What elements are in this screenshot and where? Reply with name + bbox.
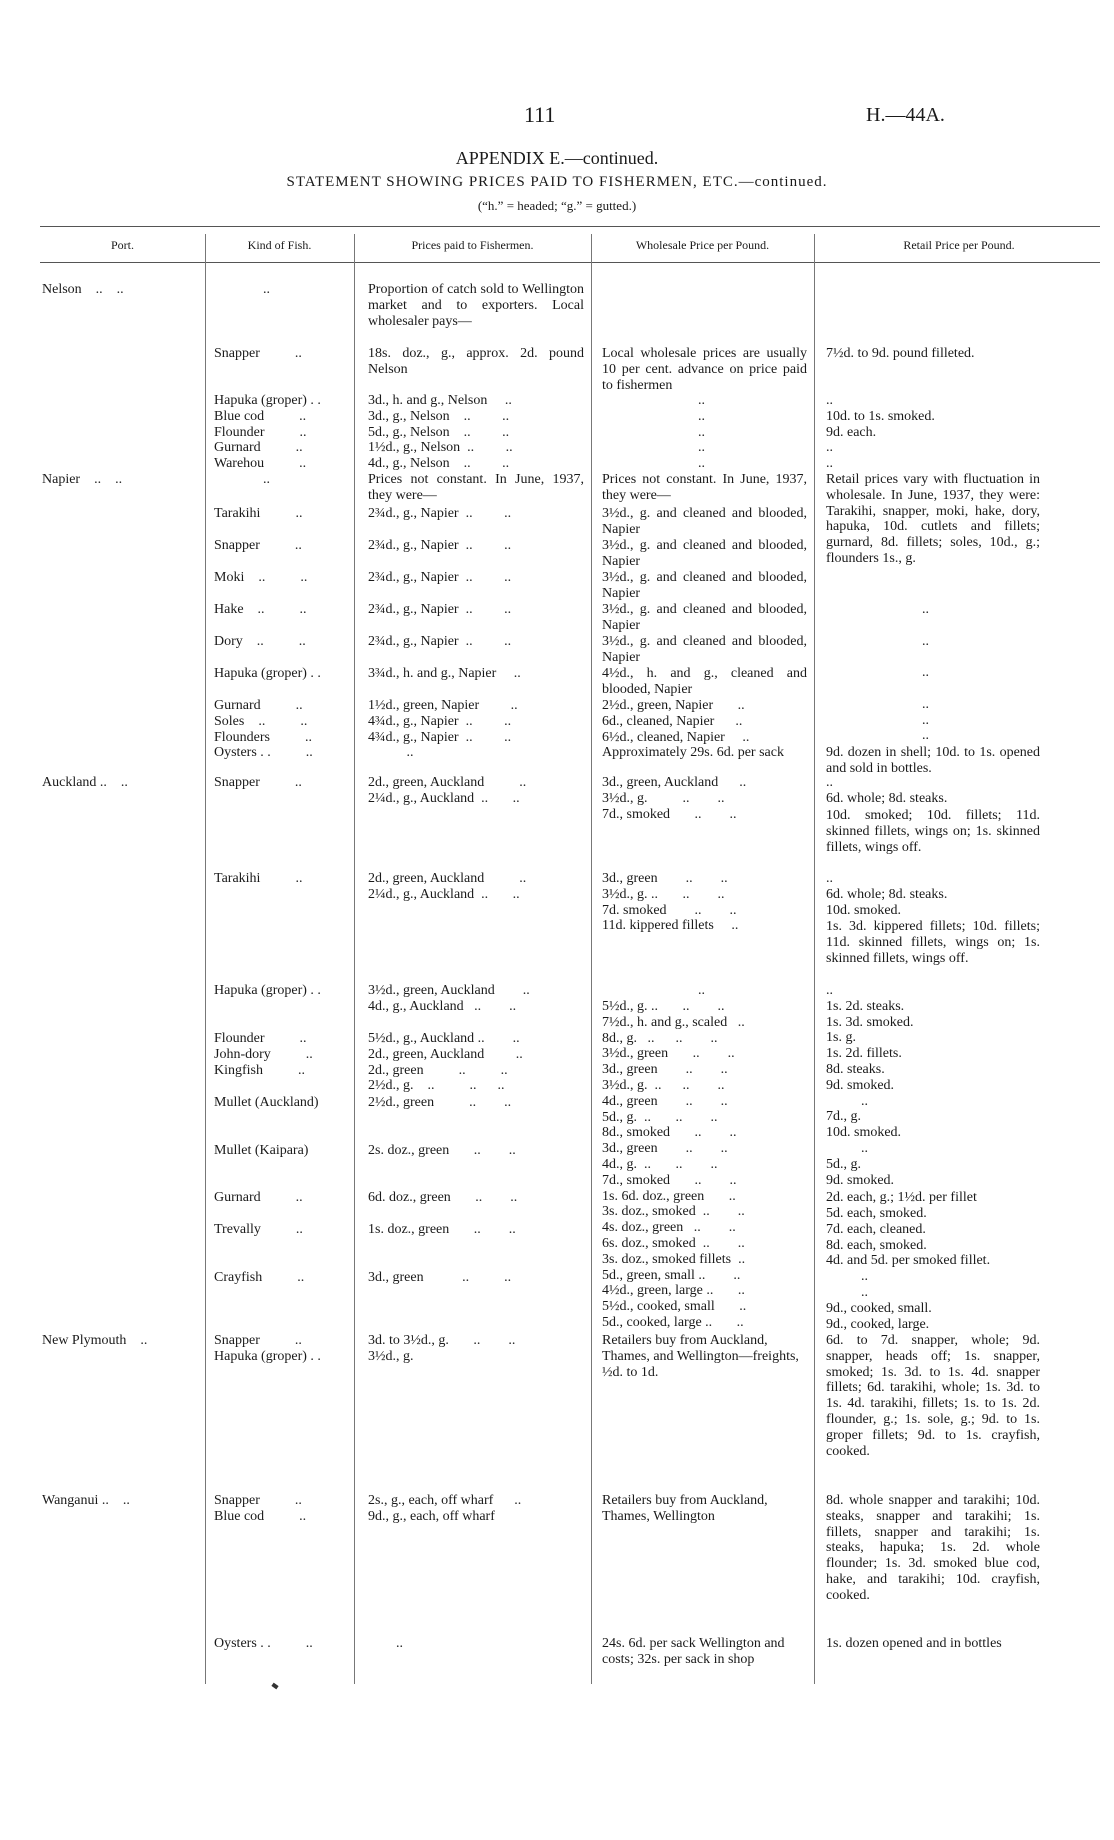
fish-cell: Gurnard .. Soles .. .. Flounders .. Oysters . . .. [214,698,313,761]
column-divider [591,234,592,1684]
appendix-title: APPENDIX E.—continued. [455,148,659,168]
fishermen-price-cell: 6d. doz., green .. .. [368,1190,518,1205]
fishermen-price-cell: 2½d., green .. .. [368,1095,512,1110]
retail-price-cell: 2d. each, g.; 1½d. per fillet [826,1190,977,1205]
retail-price-cell: 6d. to 7d. snapper, whole; 9d. snapper, heads off; 1s. snapper, smoked; 1s. 3d. to 1s. 4d. snapper fillets; 6d. tarakihi, whole; 1s. 3d. to 1s. 4d. tarakihi, fillets; 1s. to 1s. 2d. flounder, g.; 1s. sole, g.; 9d. to 1s. groper fillets; 9d. to 1s. crayfish, cooked. [826,1333,1044,1459]
column-header-port: Port. [110,238,134,252]
retail-price-cell: Retail prices vary with fluctuation in wholesale. In June, 1937, they were: Tarakihi, snapper, moki, hake, dory, hapuka, 10d. cutlets and fillets; gurnard, 8d. fillets; soles, 10d., g.; flounders 1s., g. [826,472,1044,566]
retail-price-cell: .. 6d. whole; 8d. steaks. 10d. smoked. [826,871,948,918]
column-divider [205,234,206,1684]
fish-cell: Moki .. .. [214,570,308,585]
wholesale-price-cell: Local wholesale prices are usually 10 per cent. advance on price paid to fishermen [602,346,811,393]
fishermen-price-cell: 3d. to 3½d., g. .. .. 3½d., g. [368,1333,516,1364]
fish-cell: Hapuka (groper) . . [214,983,321,998]
fish-cell: Tarakihi .. [214,506,303,521]
fish-cell: Dory .. .. [214,634,306,649]
wholesale-price-cell: .. [698,983,705,998]
retail-price-cell: .. 1s. 2d. steaks. 1s. 3d. smoked. 1s. g. 1s. 2d. fillets. 8d. steaks. 9d. smoked. .. 7d., g. 10d. smoked. .. 5d., g. 9d. smoked. [826,983,914,1188]
fishermen-price-cell: 5½d., g., Auckland .. .. 2d., green, Auckland .. 2d., green .. .. 2½d., g. .. .. .. [368,1031,523,1094]
fish-cell: Flounder .. John-dory .. Kingfish .. [214,1031,313,1078]
fish-cell: Crayfish .. [214,1270,305,1285]
port-cell: Auckland .. .. [42,775,128,790]
retail-price-cell: 5d. each, smoked. 7d. each, cleaned. 8d. each, smoked. 4d. and 5d. per smoked fillet. .. .. 9d., cooked, small. 9d., cooked, large. [826,1206,991,1332]
fish-cell: Mullet (Kaipara) [214,1143,309,1158]
fishermen-price-cell: 2¾d., g., Napier .. .. [368,570,512,585]
wholesale-price-cell: Retailers buy from Auckland, Thames, Wellington [602,1493,771,1524]
retail-price-cell: 1s. dozen opened and in bottles [826,1636,1002,1651]
fish-cell: Oysters . . .. [214,1636,313,1651]
fishermen-price-cell: 2¾d., g., Napier .. .. [368,634,512,649]
table-header-rule [40,262,1100,263]
fish-cell: .. [263,282,270,297]
fishermen-price-cell: 3½d., green, Auckland .. 4d., g., Auckland .. .. [368,983,530,1014]
port-cell: New Plymouth .. [42,1333,148,1348]
fishermen-price-cell: 3d., green .. .. [368,1270,512,1285]
retail-price-cell: 10d. smoked; 10d. fillets; 11d. skinned fillets, wings on; 1s. skinned fillets, wings off. [826,808,1044,855]
wholesale-price-cell: 4½d., h. and g., cleaned and blooded, Napier [602,666,811,697]
retail-price-cell: .. .. .. .. .. .. [922,602,929,744]
fishermen-price-cell: .. [368,1636,403,1651]
wholesale-price-cell: Prices not constant. In June, 1937, they were— [602,472,811,503]
wholesale-price-cell: 3½d., g. and cleaned and blooded, Napier [602,602,811,633]
legend-note: (“h.” = headed; “g.” = gutted.) [477,198,637,213]
retail-price-cell: 8d. whole snapper and tarakihi; 10d. steaks, snapper and tarakihi; 1s. fillets, snapper and tarakihi; 1s. steaks, hapuka; 1s. 2d. whole flounder; 1s. 3d. smoked blue cod, hake, and tarakihi; 10d. crayfish, cooked. [826,1493,1044,1603]
wholesale-price-cell: 5½d., g. .. .. .. 7½d., h. and g., scaled .. 8d., g. .. .. .. 3½d., green .. .. 3d., green .. .. 3½d., g. .. .. .. 4d., green .. .. 5d., g. .. .. .. 8d., smoked .. .. 3d., green .. .. 4d., g. .. .. .. 7d., smoked .. .. 1s. 6d. doz., green .. 3s. doz., smoked .. .. 4s. doz., green .. .. 6s. doz., smoked .. .. 3s. doz., smoked fillets .. 5d., green, small .. .. 4½d., green, large .. .. 5½d., cooked, small .. 5d., cooked, large .. .. [602,999,747,1330]
fish-cell: Hapuka (groper) . . [214,666,321,681]
port-cell: Wanganui .. .. [42,1493,130,1508]
fishermen-price-cell: 18s. doz., g., approx. 2d. pound Nelson [368,346,588,377]
wholesale-price-cell: 24s. 6d. per sack Wellington and costs; 32s. per sack in shop [602,1636,789,1667]
stray-mark [271,1683,278,1690]
wholesale-price-cell: Approximately 29s. 6d. per sack [602,745,784,760]
wholesale-price-cell: 3½d., g. and cleaned and blooded, Napier [602,570,811,601]
column-divider [814,234,815,1684]
wholesale-price-cell: 2½d., green, Napier .. 6d., cleaned, Napier .. 6½d., cleaned, Napier .. [602,698,750,745]
fish-cell: Trevally .. [214,1222,303,1237]
retail-price-cell: 9d. dozen in shell; 10d. to 1s. opened and sold in bottles. [826,745,1044,776]
fishermen-price-cell: 2¾d., g., Napier .. .. [368,506,512,521]
fishermen-price-cell: 2¾d., g., Napier .. .. [368,538,512,553]
fish-cell: Snapper .. [214,538,302,553]
retail-price-cell: .. 6d. whole; 8d. steaks. [826,775,948,806]
fish-cell: Tarakihi .. [214,871,303,886]
fish-cell: Snapper .. Hapuka (groper) . . [214,1333,321,1364]
column-header-wholesale: Wholesale Price per Pound. [635,238,770,252]
port-cell: Nelson .. .. [42,282,124,297]
fishermen-price-cell: 2s. doz., green .. .. [368,1143,516,1158]
column-divider [354,234,355,1684]
column-header-retail: Retail Price per Pound. [903,238,1015,252]
document-reference: H.—44A. [866,104,945,126]
fishermen-price-cell: 2s., g., each, off wharf .. 9d., g., each, off wharf [368,1493,522,1524]
fishermen-price-cell: 2¾d., g., Napier .. .. [368,602,512,617]
fish-cell: Snapper .. [214,775,302,790]
fishermen-price-cell: 1½d., green, Napier .. 4¾d., g., Napier .. .. 4¾d., g., Napier .. .. .. [368,698,518,761]
fish-cell: Gurnard .. [214,1190,303,1205]
fish-cell: .. [263,472,270,487]
table-top-rule [40,226,1100,227]
fishermen-price-cell: 3d., h. and g., Nelson .. 3d., g., Nelson .. .. 5d., g., Nelson .. .. 1½d., g., Nelson .. .. 4d., g., Nelson .. .. [368,393,513,472]
retail-price-cell: 7½d. to 9d. pound filleted. [826,346,975,361]
fishermen-price-cell: 2d., green, Auckland .. 2¼d., g., Auckland .. .. [368,775,527,806]
fish-cell: Hapuka (groper) . . Blue cod .. Flounder .. Gurnard .. Warehou .. [214,393,321,472]
fish-cell: Snapper .. Blue cod .. [214,1493,307,1524]
wholesale-price-cell: Retailers buy from Auckland, Thames, and Wellington—freights, ½d. to 1d. [602,1333,803,1380]
fishermen-price-cell: 3¾d., h. and g., Napier .. [368,666,521,681]
column-header-prices-paid: Prices paid to Fishermen. [411,238,534,252]
fishermen-price-cell: Proportion of catch sold to Wellington market and to exporters. Local wholesaler pays— [368,282,588,329]
wholesale-price-cell: 3½d., g. and cleaned and blooded, Napier [602,634,811,665]
fish-cell: Mullet (Auckland) [214,1095,319,1110]
port-cell: Napier .. .. [42,472,123,487]
column-header-kind-of-fish: Kind of Fish. [247,238,312,252]
wholesale-price-cell: 3½d., g. and cleaned and blooded, Napier [602,538,811,569]
wholesale-price-cell: 3d., green, Auckland .. 3½d., g. .. .. 7d., smoked .. .. [602,775,747,822]
wholesale-price-cell: 3d., green .. .. 3½d., g. .. .. .. 7d. smoked .. .. 11d. kippered fillets .. [602,871,739,934]
fishermen-price-cell: 1s. doz., green .. .. [368,1222,516,1237]
retail-price-cell: .. 10d. to 1s. smoked. 9d. each. .. .. [826,393,935,472]
fishermen-price-cell: Prices not constant. In June, 1937, they were— [368,472,588,503]
fish-cell: Hake .. .. [214,602,307,617]
wholesale-price-cell: 3½d., g. and cleaned and blooded, Napier [602,506,811,537]
retail-price-cell: 1s. 3d. kippered fillets; 10d. fillets; 11d. skinned fillets, wings on; 1s. skinned fillets, wings off. [826,919,1044,966]
fishermen-price-cell: 2d., green, Auckland .. 2¼d., g., Auckland .. .. [368,871,527,902]
page-number: 111 [524,102,556,127]
wholesale-price-cell: .. .. .. .. .. [698,393,705,472]
statement-title: STATEMENT SHOWING PRICES PAID TO FISHERMEN, ETC.—continued. [286,174,828,190]
fish-cell: Snapper .. [214,346,302,361]
